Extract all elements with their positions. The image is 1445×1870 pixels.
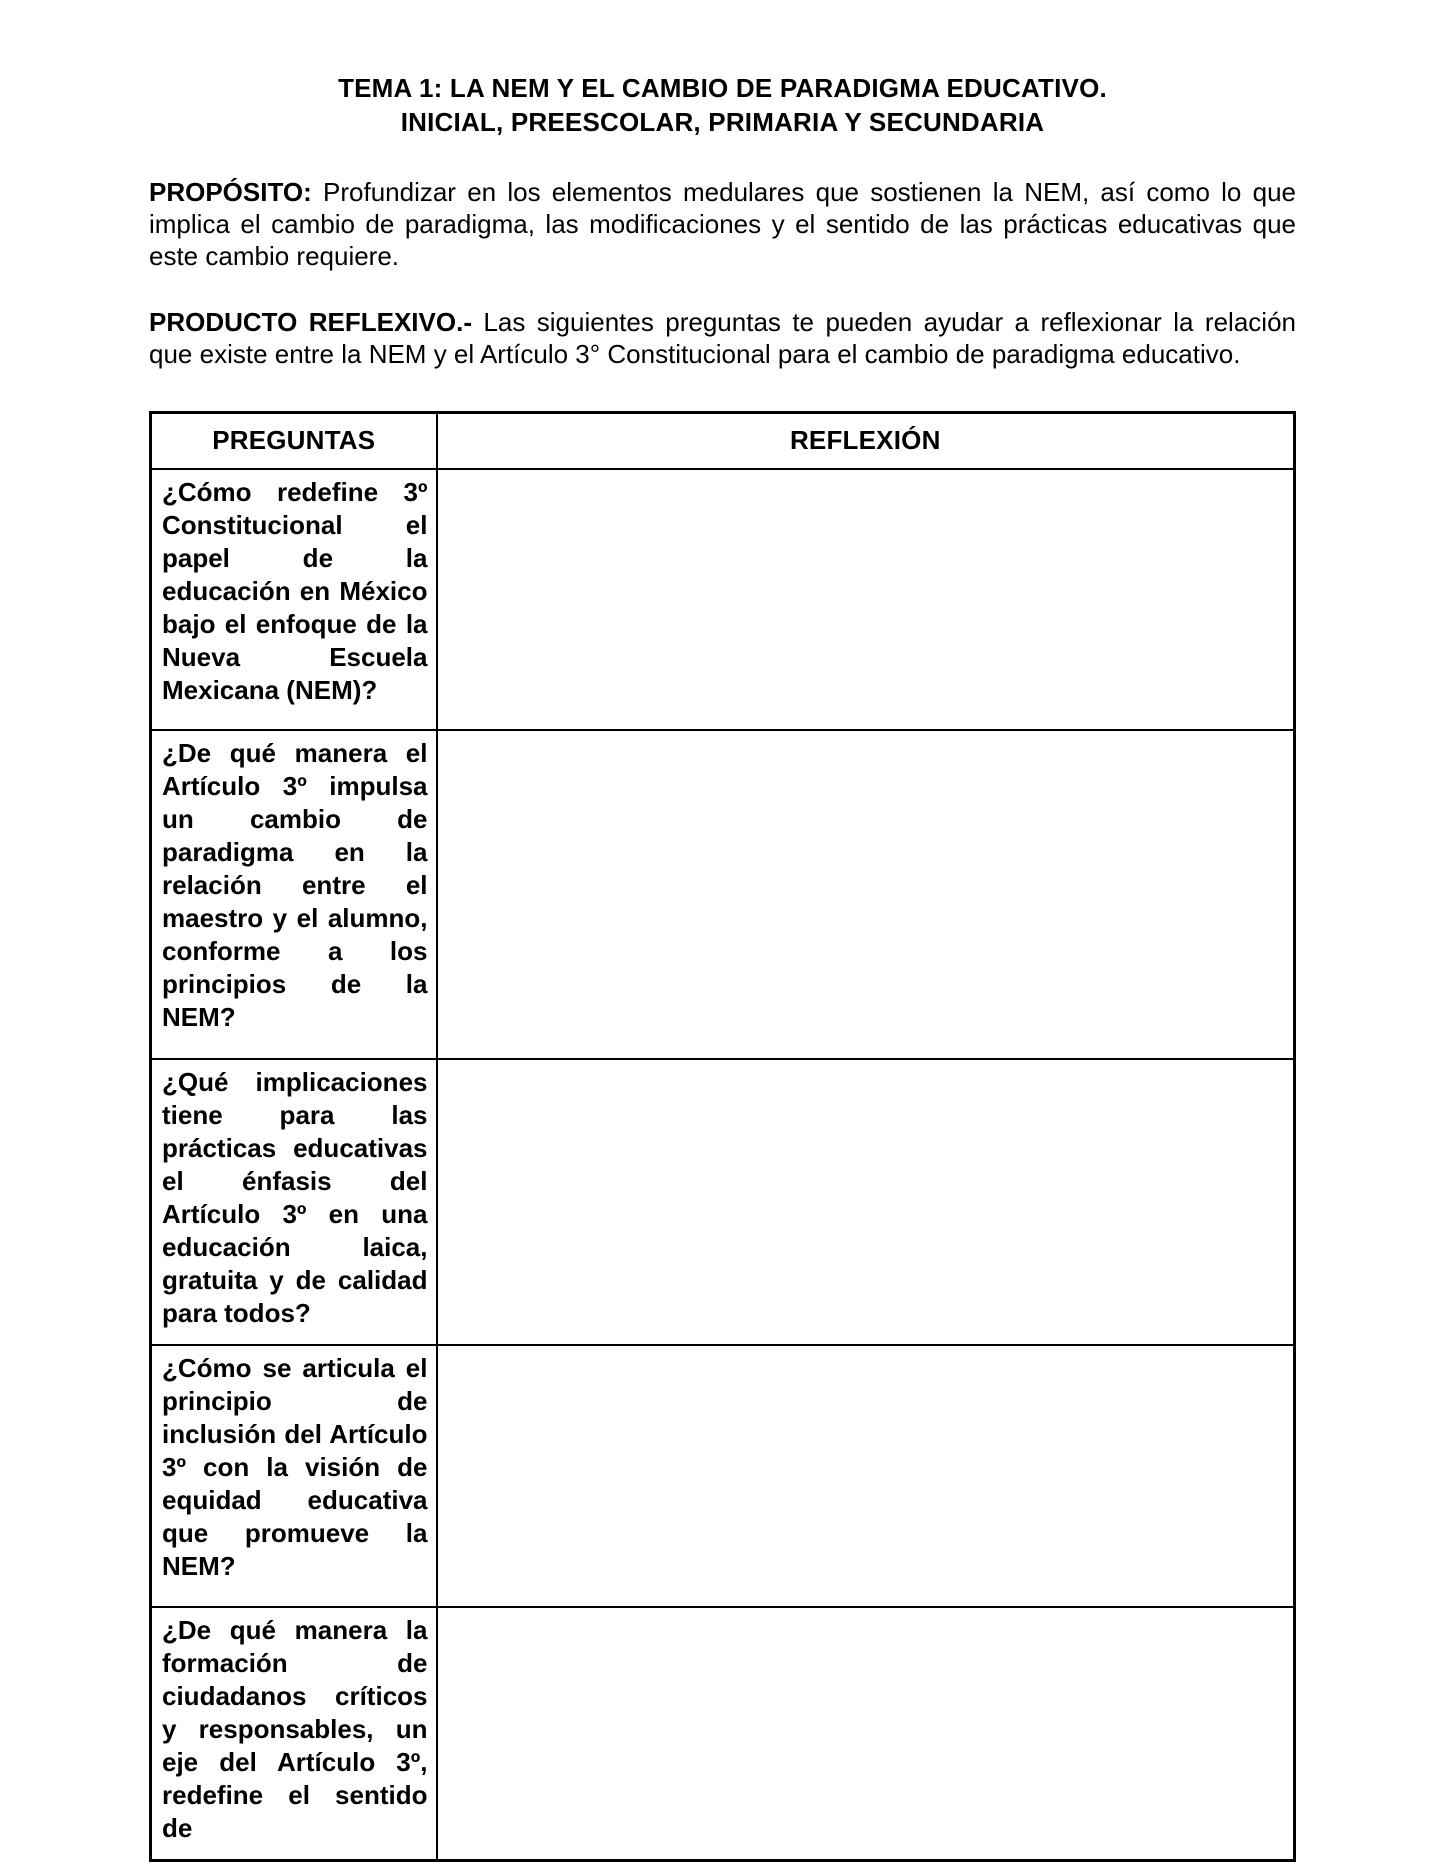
- table-row-4: [151, 1345, 1295, 1607]
- reflexion-cell-1: [437, 469, 1295, 730]
- pregunta-cell-3: ¿Qué implicaciones tiene para las prácticas educativas el énfasis del Artículo 3º en una educación laica, gratuita y de calidad para todos?: [151, 1059, 437, 1345]
- reflexion-cell-2: [437, 730, 1295, 1059]
- reflection-table: [149, 411, 1296, 1862]
- column-header-preguntas: PREGUNTAS: [151, 413, 437, 469]
- table-header-row: [151, 413, 1295, 469]
- page-title-line-2: INICIAL, PREESCOLAR, PRIMARIA Y SECUNDARIA: [400, 107, 1045, 137]
- page-title-line-1: TEMA 1: LA NEM Y EL CAMBIO DE PARADIGMA EDUCATIVO.: [338, 73, 1107, 103]
- table-row-3: [151, 1059, 1295, 1345]
- reflexion-cell-4: [437, 1345, 1295, 1607]
- table-row-1: [151, 469, 1295, 730]
- reflexion-cell-5: [437, 1607, 1295, 1861]
- proposito-text: Profundizar en los elementos medulares que sostienen la NEM, así como lo que implica el cambio de paradigma, las modificaciones y el sentido de las prácticas educativas que este cambio requiere.: [149, 177, 1296, 271]
- producto-reflexivo-paragraph: [149, 306, 1296, 370]
- pregunta-cell-1: ¿Cómo redefine 3º Constitucional el papel de la educación en México bajo el enfoque de la Nueva Escuela Mexicana (NEM)?: [151, 469, 437, 730]
- table-row-5: [151, 1607, 1295, 1861]
- producto-reflexivo-text: Las siguientes preguntas te pueden ayudar a reflexionar la relación que existe entre la NEM y el Artículo 3° Constitucional para el cambio de paradigma educativo.: [149, 307, 1296, 369]
- page-title: [149, 71, 1296, 139]
- producto-reflexivo-label: PRODUCTO REFLEXIVO.-: [149, 307, 472, 337]
- column-header-reflexion: REFLEXIÓN: [437, 413, 1295, 469]
- reflexion-cell-3: [437, 1059, 1295, 1345]
- pregunta-cell-4: ¿Cómo se articula el principio de inclusión del Artículo 3º con la visión de equidad educativa que promueve la NEM?: [151, 1345, 437, 1607]
- table-row-2: [151, 730, 1295, 1059]
- pregunta-cell-5: ¿De qué manera la formación de ciudadanos críticos y responsables, un eje del Artículo 3º, redefine el sentido de: [151, 1607, 437, 1861]
- pregunta-cell-2: ¿De qué manera el Artículo 3º impulsa un cambio de paradigma en la relación entre el maestro y el alumno, conforme a los principios de la NEM?: [151, 730, 437, 1059]
- proposito-paragraph: [149, 176, 1296, 272]
- proposito-label: PROPÓSITO:: [149, 177, 312, 207]
